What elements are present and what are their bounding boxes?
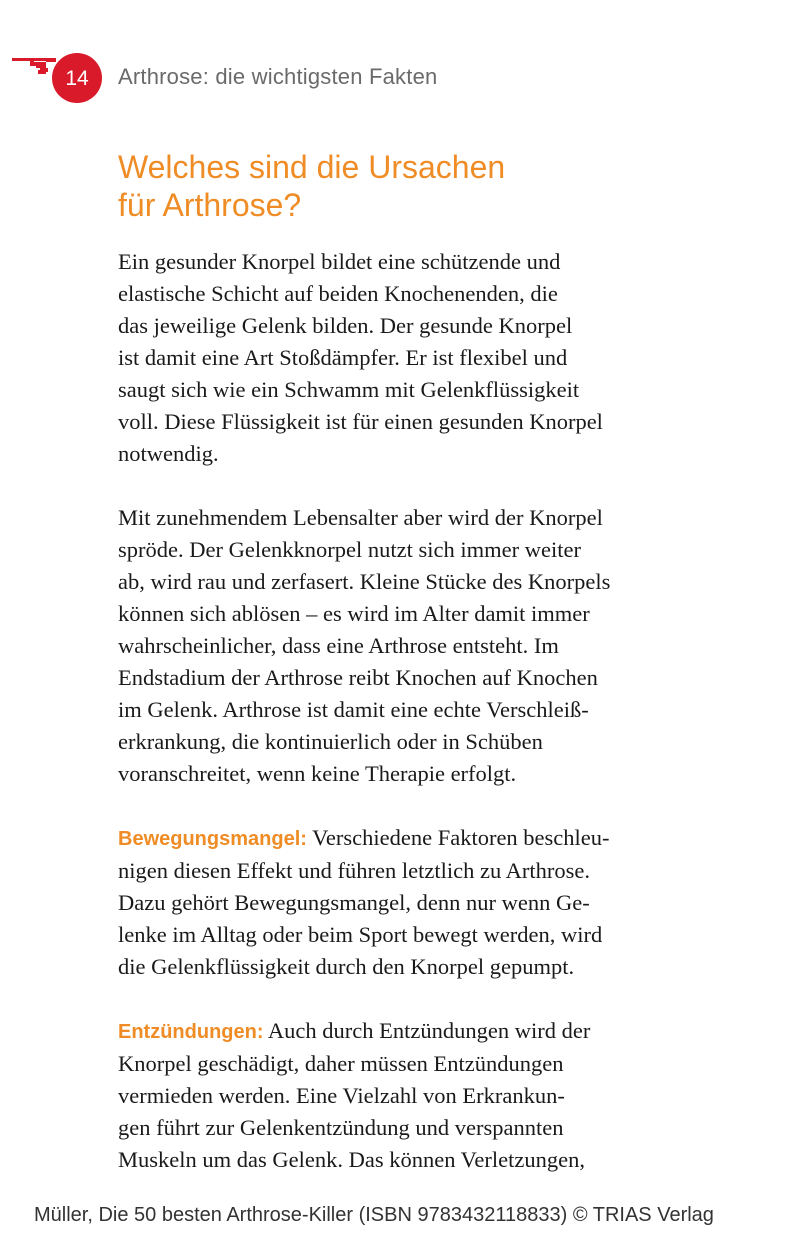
paragraph-lebensalter	[118, 502, 728, 790]
lead-line-rest: Verschiedene Faktoren beschleu-	[306, 825, 610, 850]
text-line: Endstadium der Arthrose reibt Knochen auf Knochen	[118, 665, 598, 690]
text-line: Mit zunehmendem Lebensalter aber wird der Knorpel	[118, 505, 603, 530]
text-line: nigen diesen Effekt und führen letztlich zu Arthrose.	[118, 858, 590, 883]
paragraph-spacer	[118, 983, 728, 1015]
section-heading-line-2: für Arthrose?	[118, 187, 302, 223]
section-heading-line-1: Welches sind die Ursachen	[118, 149, 506, 185]
text-line: ab, wird rau und zerfasert. Kleine Stücke des Knorpels	[118, 569, 611, 594]
text-line: das jeweilige Gelenk bilden. Der gesunde Knorpel	[118, 313, 573, 338]
text-line: wahrscheinlicher, dass eine Arthrose entsteht. Im	[118, 633, 559, 658]
text-line: Muskeln um das Gelenk. Das können Verletzungen,	[118, 1147, 585, 1172]
text-line: im Gelenk. Arthrose ist damit eine echte Verschleiß-	[118, 697, 589, 722]
text-line: spröde. Der Gelenkknorpel nutzt sich immer weiter	[118, 537, 581, 562]
text-line: elastische Schicht auf beiden Knochenenden, die	[118, 281, 558, 306]
copyright-footer: Müller, Die 50 besten Arthrose-Killer (ISBN 9783432118833) © TRIAS Verlag	[34, 1204, 714, 1226]
text-line: saugt sich wie ein Schwamm mit Gelenkflüssigkeit	[118, 377, 580, 402]
body-text	[118, 246, 728, 1176]
text-line: ist damit eine Art Stoßdämpfer. Er ist flexibel und	[118, 345, 568, 370]
lead-term-bewegungsmangel: Bewegungsmangel:	[118, 828, 307, 850]
text-line: gen führt zur Gelenkentzündung und verspannten	[118, 1115, 564, 1140]
text-line: können sich ablösen – es wird im Alter damit immer	[118, 601, 590, 626]
paragraph-bewegungsmangel	[118, 822, 728, 983]
running-header: Arthrose: die wichtigsten Fakten	[118, 64, 438, 89]
text-line: voll. Diese Flüssigkeit ist für einen gesunden Knorpel	[118, 409, 603, 434]
text-line: erkrankung, die kontinuierlich oder in Schüben	[118, 729, 543, 754]
paragraph-spacer	[118, 470, 728, 502]
text-line: notwendig.	[118, 441, 219, 466]
text-line: voranschreitet, wenn keine Therapie erfolgt.	[118, 761, 517, 786]
paragraph-spacer	[118, 790, 728, 822]
text-line	[118, 1015, 728, 1048]
text-line: die Gelenkflüssigkeit durch den Knorpel gepumpt.	[118, 954, 575, 979]
paragraph-entzuendungen	[118, 1015, 728, 1176]
text-line: Dazu gehört Bewegungsmangel, denn nur wenn Ge-	[118, 890, 590, 915]
text-line: Ein gesunder Knorpel bildet eine schützende und	[118, 249, 561, 274]
page-number-badge: 14	[52, 53, 102, 103]
section-heading	[118, 148, 678, 224]
text-line: Knorpel geschädigt, daher müssen Entzündungen	[118, 1051, 564, 1076]
paragraph-knorpel	[118, 246, 728, 470]
text-line: vermieden werden. Eine Vielzahl von Erkrankun-	[118, 1083, 565, 1108]
lead-line-rest: Auch durch Entzündungen wird der	[263, 1018, 591, 1043]
text-line: lenke im Alltag oder beim Sport bewegt werden, wird	[118, 922, 603, 947]
text-line	[118, 822, 728, 855]
lead-term-entzuendungen: Entzündungen:	[118, 1021, 264, 1043]
